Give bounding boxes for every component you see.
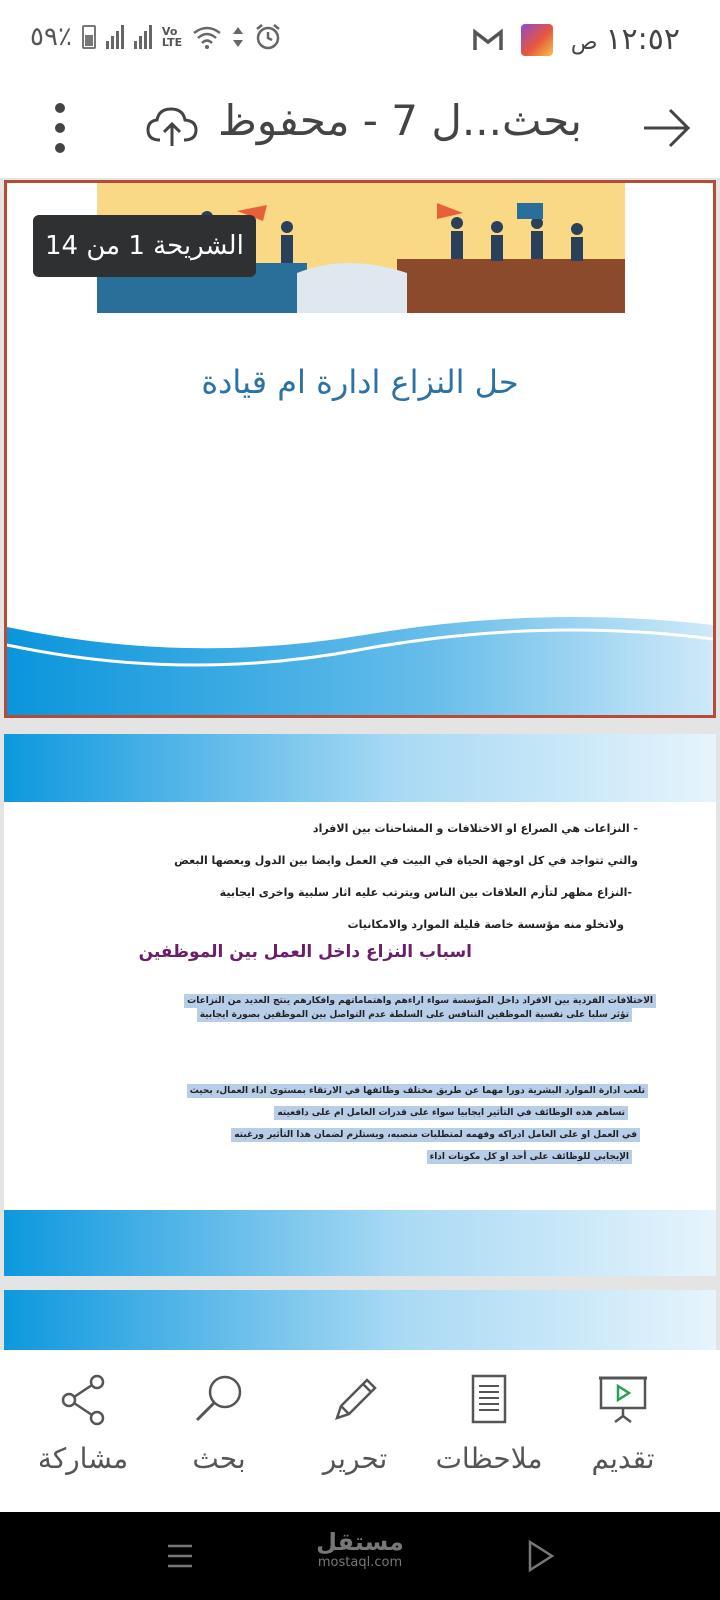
slide-thumbnail-2[interactable] bbox=[4, 734, 716, 1276]
document-title: بحث...ل 7 - محفوظ bbox=[218, 96, 582, 145]
slide-wave-decoration bbox=[7, 605, 713, 715]
status-ampm: ص bbox=[570, 30, 598, 55]
slide-3-header-bar bbox=[4, 1290, 716, 1350]
watermark-main: مستقل bbox=[316, 1528, 404, 1556]
back-nav-icon[interactable] bbox=[520, 1536, 560, 1576]
top-toolbar bbox=[0, 80, 720, 178]
share-button[interactable] bbox=[18, 1372, 148, 1492]
battery-icon bbox=[82, 25, 96, 49]
slide-2-highlight-2b: تساهم هذه الوظائف في التأثير ايجابيا سواء على قدرات العامل ام على دافعيته bbox=[274, 1106, 628, 1120]
status-time: ١٢:٥٢ bbox=[605, 22, 680, 57]
battery-percent: ٥٩٪ bbox=[30, 22, 72, 52]
present-icon bbox=[595, 1372, 651, 1428]
status-right bbox=[473, 22, 680, 57]
slide-2-header-bar bbox=[4, 734, 716, 802]
volte-icon: Vo LTE bbox=[161, 25, 183, 49]
slide-counter-badge: الشريحة 1 من 14 bbox=[33, 215, 256, 277]
slide-2-heading: اسباب النزاع داخل العمل بين الموظفين bbox=[138, 942, 472, 962]
slide-thumbnail-1[interactable] bbox=[4, 180, 716, 718]
notes-icon bbox=[461, 1372, 517, 1428]
data-arrows-icon bbox=[232, 25, 244, 49]
slide-thumbnail-3[interactable] bbox=[4, 1290, 716, 1350]
share-icon bbox=[55, 1372, 111, 1428]
slides-scroll-area[interactable] bbox=[0, 178, 720, 1350]
signal-icon-2 bbox=[134, 25, 152, 49]
watermark-sub: mostaql.com bbox=[317, 1555, 403, 1570]
slide-1-title: حل النزاع ادارة ام قيادة bbox=[201, 363, 519, 401]
slide-2-highlight-1b: تؤثر سلبا على نفسية الموظفين التنافس على السلطة عدم التواصل بين الموظفين بصورة ايجابية bbox=[197, 1008, 632, 1022]
status-left-icons bbox=[30, 22, 282, 52]
notes-label: ملاحظات bbox=[435, 1442, 543, 1475]
gmail-icon bbox=[473, 28, 503, 52]
bottom-action-bar bbox=[0, 1350, 720, 1512]
cloud-upload-icon[interactable] bbox=[144, 100, 200, 156]
slide-2-highlight-1a: الاختلافات الفردية بين الافراد داخل المؤسسة سواء اراءهم واهتماماتهم وافكارهم ينتج العديد من النزاعات bbox=[184, 994, 656, 1008]
slide-2-footer-bar bbox=[4, 1210, 716, 1276]
signal-icon bbox=[106, 25, 124, 49]
back-arrow-icon[interactable] bbox=[638, 100, 694, 156]
slide-2-line-4: ولاتخلو منه مؤسسة خاصة قليلة الموارد والامكانيات bbox=[347, 918, 624, 931]
notes-button[interactable] bbox=[424, 1372, 554, 1492]
share-label: مشاركة bbox=[37, 1442, 129, 1475]
edit-label: تحرير bbox=[322, 1442, 388, 1475]
slide-2-highlight-2c: في العمل او على العامل ادراكه وفهمه لمتطلبات منصبه، ويستلزم لضمان هذا التأثير ورغبته bbox=[231, 1128, 640, 1142]
slide-2-highlight-2d: الإيجابي للوظائف على أحد او كل مكونات اداء bbox=[427, 1150, 632, 1164]
search-label: بحث bbox=[192, 1442, 246, 1475]
slide-2-line-3: -النزاع مظهر لتأزم العلاقات بين الناس ويترتب عليه اثار سلبية واخرى ايجابية bbox=[219, 886, 632, 899]
search-button[interactable] bbox=[154, 1372, 284, 1492]
slide-2-highlight-2a: تلعب ادارة الموارد البشرية دورا مهما عن طريق مختلف وظائفها في الارتقاء بمستوى اداء العمال، بحيث bbox=[187, 1084, 648, 1098]
present-button[interactable] bbox=[558, 1372, 688, 1492]
wifi-icon bbox=[192, 25, 222, 49]
search-icon bbox=[191, 1372, 247, 1428]
recent-apps-icon[interactable] bbox=[160, 1536, 200, 1576]
slide-2-line-1: - النزاعات هي الصراع او الاختلافات و المشاحنات بين الافراد bbox=[312, 822, 638, 835]
app-notification-icon bbox=[521, 24, 553, 56]
more-options-icon[interactable] bbox=[42, 98, 78, 158]
watermark bbox=[300, 1528, 420, 1570]
alarm-icon bbox=[254, 23, 282, 51]
edit-button[interactable] bbox=[290, 1372, 420, 1492]
system-navigation-bar bbox=[0, 1512, 720, 1600]
present-label: تقديم bbox=[591, 1442, 655, 1475]
slide-2-line-2: والتي تتواجد في كل اوجهة الحياة في البيت في العمل وايضا بين الدول وبعضها البعض bbox=[174, 854, 638, 867]
pencil-icon bbox=[327, 1372, 383, 1428]
status-bar bbox=[0, 0, 720, 80]
